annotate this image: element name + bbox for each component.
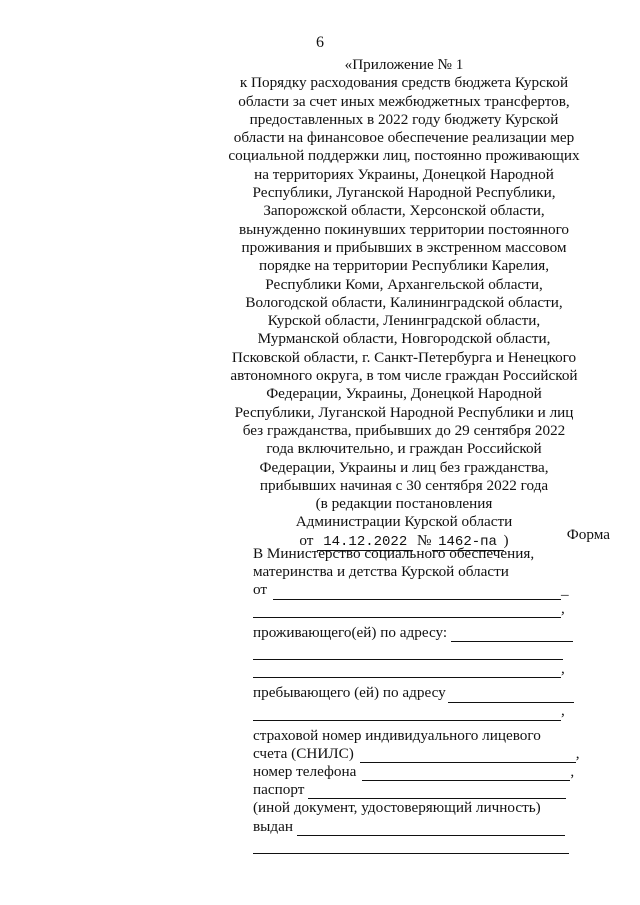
appendix-header (212, 56, 596, 551)
staying-address-field[interactable] (448, 689, 574, 703)
issued-field-2[interactable] (253, 840, 569, 854)
phone-field[interactable] (362, 767, 570, 781)
appendix-line: «Приложение № 1 (344, 56, 464, 73)
phone-label: номер телефона (253, 763, 357, 781)
trailing-comma: , (561, 702, 565, 720)
snils-label-row: страховой номер индивидуального лицевого (253, 726, 541, 744)
appendix-line: Федерации, Украины и лиц без гражданства, (259, 458, 549, 476)
appendix-line: проживания и прибывших в экстренном массовом (241, 238, 567, 256)
resolution-number: 1462-па (432, 535, 504, 551)
staying-address-field-2[interactable] (253, 707, 561, 721)
snils-label: счета (СНИЛС) (253, 744, 354, 762)
residing-continuation-row (253, 660, 593, 678)
appendix-line: Вологодской области, Калининградской области, (245, 293, 563, 311)
staying-label: пребывающего (ей) по адресу (253, 684, 446, 702)
appendix-line: Республики Коми, Архангельской области, (265, 275, 543, 293)
trailing-comma: , (561, 599, 565, 617)
appendix-line: Курской области, Ленинградской области, (267, 312, 541, 330)
trailing-comma: , (570, 763, 575, 781)
staying-row (253, 684, 593, 702)
residing-address-field[interactable] (451, 628, 573, 642)
issued-field[interactable] (297, 822, 565, 836)
appendix-line: вынужденно покинувших территории постоянного (238, 220, 570, 238)
appendix-line: к Порядку расходования средств бюджета Курской (239, 74, 569, 92)
appendix-line: (в редакции постановления (315, 495, 493, 513)
appendix-line: порядке на территории Республики Карелия, (258, 257, 550, 275)
issued-label: выдан (253, 817, 293, 835)
issued-row (253, 818, 593, 836)
phone-row (253, 763, 593, 781)
closing-paren: ) (503, 531, 509, 549)
appendix-line: области за счет иных межбюджетных трансфертов, (238, 92, 570, 110)
snils-field[interactable] (360, 749, 576, 763)
passport-label: паспорт (253, 781, 305, 799)
other-document-label: (иной документ, удостоверяющий личность) (253, 799, 541, 817)
appendix-line: года включительно, и граждан Российской (266, 440, 542, 458)
application-form (253, 545, 593, 854)
form-label: Форма (566, 526, 610, 543)
appendix-line: на территориях Украины, Донецкой Народной (254, 165, 554, 183)
passport-row (253, 781, 593, 799)
resolution-date: 14.12.2022 (317, 535, 413, 551)
appendix-line: Республики, Луганской Народной Республики, (252, 184, 556, 202)
appendix-line: Федерации, Украины, Донецкой Народной (266, 385, 542, 403)
addressee-line: В Министерство социального обеспечения, (253, 544, 535, 562)
page-number: 6 (316, 34, 324, 51)
staying-continuation-row (253, 703, 593, 721)
residing-label: проживающего(ей) по адресу: (253, 623, 448, 641)
appendix-line: Республики, Луганской Народной Республики и лиц (234, 403, 574, 421)
appendix-line: автономного округа, в том числе граждан Российской (230, 367, 578, 385)
residing-address-field-2[interactable] (253, 646, 563, 660)
appendix-line: Запорожской области, Херсонской области, (263, 202, 545, 220)
passport-field[interactable] (308, 785, 566, 799)
trailing-comma: , (561, 660, 565, 678)
appendix-line: Мурманской области, Новгородской области, (257, 330, 551, 348)
appendix-line: социальной поддержки лиц, постоянно проживающих (228, 147, 580, 165)
appendix-line: без гражданства, прибывших до 29 сентября 2022 (242, 421, 566, 439)
trailing-underscore: _ (561, 581, 569, 599)
snils-row (253, 745, 593, 763)
residing-row (253, 624, 593, 642)
from-continuation-row (253, 600, 593, 618)
resolution-number-label: № (417, 531, 432, 549)
appendix-line: Псковской области, г. Санкт-Петербурга и Ненецкого (231, 348, 577, 366)
from-label: от (253, 581, 268, 599)
from-field[interactable] (273, 586, 561, 600)
appendix-line: предоставленных в 2022 году бюджету Курской (249, 110, 559, 128)
trailing-comma: , (575, 744, 580, 762)
appendix-line: области на финансовое обеспечение реализации мер (233, 129, 575, 147)
resolution-from-label: от (299, 531, 314, 549)
residing-address-field-3[interactable] (253, 664, 561, 678)
from-field-continuation[interactable] (253, 604, 561, 618)
addressee-line: материнства и детства Курской области (253, 563, 509, 581)
appendix-line: Администрации Курской области (295, 513, 513, 531)
from-row (253, 581, 593, 599)
appendix-line: прибывших начиная с 30 сентября 2022 года (259, 476, 549, 494)
